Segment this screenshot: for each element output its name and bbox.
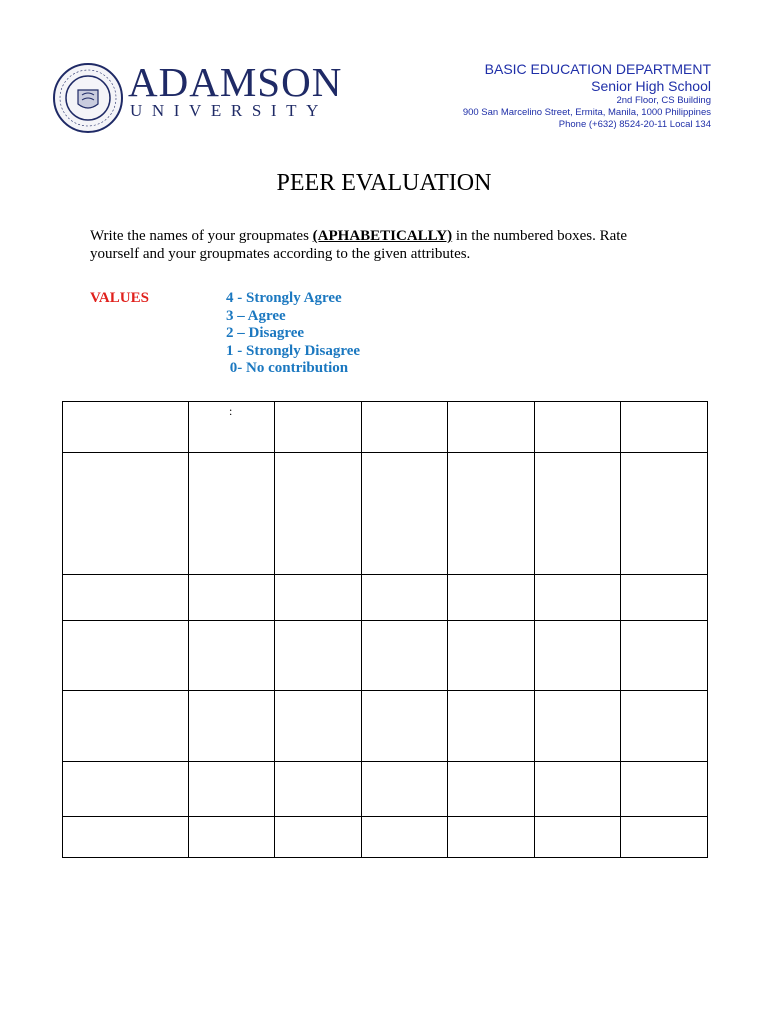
- table-row: [63, 621, 708, 691]
- table-cell[interactable]: [621, 762, 708, 817]
- table-cell[interactable]: [535, 691, 621, 762]
- page-title: PEER EVALUATION: [276, 170, 492, 196]
- table-cell[interactable]: [189, 621, 275, 691]
- university-seal-icon: [52, 62, 124, 134]
- table-cell[interactable]: [448, 691, 535, 762]
- table-cell[interactable]: [535, 453, 621, 575]
- scale-item: 0- No contribution: [226, 360, 349, 376]
- scale-item: 2 – Disagree: [226, 325, 305, 341]
- address-line: 900 San Marcelino Street, Ermita, Manila, 1000 Philippines: [462, 107, 711, 118]
- table-cell[interactable]: [362, 402, 448, 453]
- rating-scale: [226, 290, 360, 378]
- scale-item: 3 – Agree: [226, 307, 286, 324]
- table-cell[interactable]: [448, 762, 535, 817]
- table-cell[interactable]: [275, 402, 362, 453]
- table-row: [63, 691, 708, 762]
- table-cell[interactable]: [275, 817, 362, 858]
- table-row: [63, 762, 708, 817]
- table-cell[interactable]: [362, 691, 448, 762]
- phone-line: Phone (+632) 8524-20-11 Local 134: [558, 119, 711, 130]
- table-cell[interactable]: [189, 575, 275, 621]
- table-cell[interactable]: [189, 453, 275, 575]
- header-colon-mark: :: [229, 404, 233, 418]
- table-cell[interactable]: [448, 453, 535, 575]
- table-cell[interactable]: [189, 762, 275, 817]
- table-cell[interactable]: [448, 621, 535, 691]
- table-cell[interactable]: [63, 621, 189, 691]
- table-cell[interactable]: [535, 817, 621, 858]
- table-cell[interactable]: [621, 691, 708, 762]
- department-name: BASIC EDUCATION DEPARTMENT: [484, 61, 711, 77]
- table-cell[interactable]: [275, 762, 362, 817]
- instructions-pre: Write the names of your groupmates: [90, 228, 313, 244]
- school-name: Senior High School: [591, 78, 711, 94]
- table-cell[interactable]: [535, 575, 621, 621]
- table-cell[interactable]: [362, 621, 448, 691]
- table-cell[interactable]: [189, 691, 275, 762]
- table-cell[interactable]: [63, 575, 189, 621]
- scale-item: 1 - Strongly Disagree: [226, 342, 361, 359]
- instructions-text: [90, 227, 650, 263]
- values-label: VALUES: [90, 290, 149, 306]
- table-cell[interactable]: [621, 621, 708, 691]
- table-cell[interactable]: [448, 817, 535, 858]
- table-cell[interactable]: [63, 453, 189, 575]
- table-cell[interactable]: [362, 762, 448, 817]
- table-cell[interactable]: [275, 691, 362, 762]
- brand-sub: UNIVERSITY: [130, 101, 328, 120]
- department-block: [463, 61, 711, 131]
- table-cell[interactable]: [362, 453, 448, 575]
- table-cell[interactable]: [448, 575, 535, 621]
- table-cell[interactable]: [448, 402, 535, 453]
- floor-line: 2nd Floor, CS Building: [616, 95, 711, 106]
- table-cell[interactable]: [189, 817, 275, 858]
- table-cell[interactable]: [362, 817, 448, 858]
- table-cell[interactable]: [63, 817, 189, 858]
- table-cell[interactable]: [535, 621, 621, 691]
- instructions-post: in the numbered boxes. Rate yourself and your groupmates according to the given attributes.: [90, 228, 628, 262]
- brand-logo-text: [128, 59, 343, 120]
- table-cell[interactable]: [63, 402, 189, 453]
- table-cell[interactable]: [275, 575, 362, 621]
- table-cell[interactable]: [621, 817, 708, 858]
- table-cell[interactable]: [275, 621, 362, 691]
- brand-name: ADAMSON: [128, 59, 343, 105]
- table-cell[interactable]: [63, 691, 189, 762]
- evaluation-table: [62, 401, 708, 858]
- scale-item: 4 - Strongly Agree: [226, 290, 342, 306]
- table-cell[interactable]: [63, 762, 189, 817]
- table-cell[interactable]: [362, 575, 448, 621]
- table-cell[interactable]: [535, 762, 621, 817]
- table-row: [63, 817, 708, 858]
- table-row: [63, 575, 708, 621]
- table-cell[interactable]: [621, 453, 708, 575]
- table-cell[interactable]: [275, 453, 362, 575]
- table-cell[interactable]: [535, 402, 621, 453]
- table-cell[interactable]: [621, 575, 708, 621]
- table-cell[interactable]: [189, 402, 275, 453]
- instructions-emphasis: (APHABETICALLY): [312, 228, 453, 244]
- table-cell[interactable]: [621, 402, 708, 453]
- table-row: [63, 453, 708, 575]
- table-row: [63, 402, 708, 453]
